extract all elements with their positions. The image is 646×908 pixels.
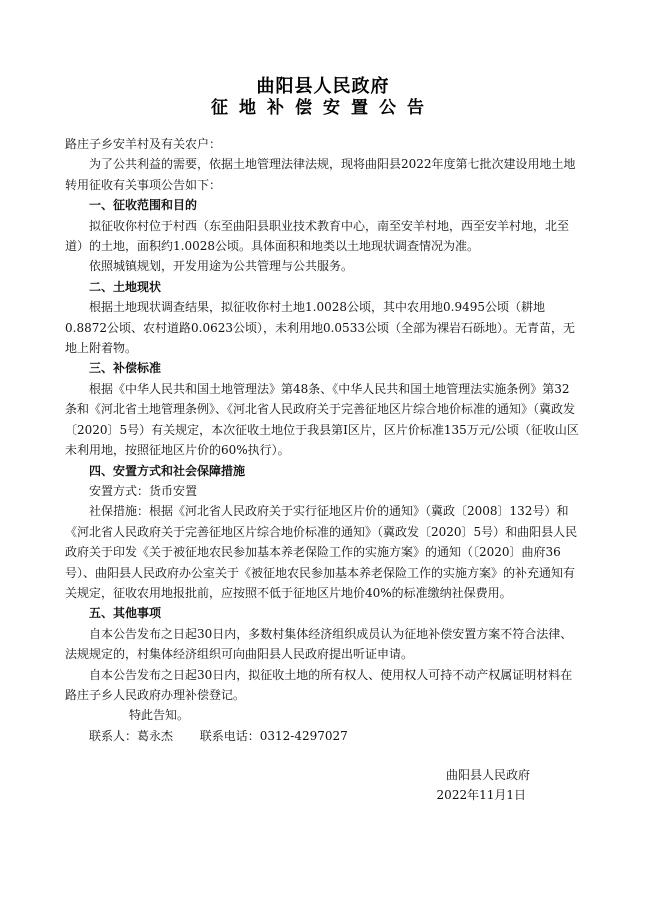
contact-person-label: 联系人： <box>89 728 138 743</box>
intro-paragraph: 为了公共利益的需要，依据土地管理法律法规，现将曲阳县2022年度第七批次建设用地土地转用征收有关事项公告如下： <box>65 157 576 192</box>
closing-line: 特此告知。 <box>129 708 190 723</box>
section-paragraph: 安置方式：货币安置 <box>89 483 198 498</box>
section-paragraph: 根据土地现状调查结果，拟征收你村土地1.0028公顷，其中农用地0.9495公顷（耕地0.8872公顷、农村道路0.0623公顷），未利用地0.0533公顷（全部为裸岩石砾地）。无青苗，无地上附着物。 <box>65 300 575 356</box>
section-paragraph: 根据《中华人民共和国土地管理法》第48条、《中华人民共和国土地管理法实施条例》第32条和《河北省土地管理条例》、《河北省人民政府关于完善征地区片综合地价标准的通知》（冀政发〔2020〕5号）有关规定，本次征收土地位于我县第Ⅰ区片，区片价标准135万元/公顷（征收山区未利用地，按照征地区片价的60%执行）。 <box>65 381 579 458</box>
contact-phone: 0312-4297027 <box>259 728 348 743</box>
contact-person: 葛永杰 <box>137 728 174 743</box>
contact-phone-label: 联系电话： <box>199 728 260 743</box>
section-paragraph: 拟征收你村位于村西（东至曲阳县职业技术教育中心，南至安羊村地，西至安羊村地，北至道）的土地，面积约1.0028公顷。具体面积和地类以土地现状调查情况为准。 <box>65 218 570 254</box>
notice-body <box>65 134 581 746</box>
signature-date: 2022年11月1日 <box>436 788 526 802</box>
notice-title: 征地补偿安置公告 <box>211 98 435 118</box>
signature-org: 曲阳县人民政府 <box>445 768 530 782</box>
section-heading: 五、其他事项 <box>89 606 162 621</box>
section-heading: 二、土地现状 <box>89 279 162 294</box>
section-heading: 一、征收范围和目的 <box>89 198 198 213</box>
section-heading: 三、补偿标准 <box>89 361 162 376</box>
salutation: 路庄子乡安羊村及有关农户： <box>65 137 222 151</box>
section-paragraph: 依照城镇规划，开发用途为公共管理与公共服务。 <box>89 259 354 274</box>
issuer-title: 曲阳县人民政府 <box>256 76 390 97</box>
contact-line <box>65 726 581 746</box>
section-paragraph: 社保措施：根据《河北省人民政府关于实行征地区片价的通知》（冀政〔2008〕132号）和《河北省人民政府关于完善征地区片综合地价标准的通知》（冀政发〔2020〕5号）和曲阳县人民政府关于印发《关于被征地农民参加基本养老保险工作的实施方案》的通知（〔2020〕曲府36号）、曲阳县人民政府办公室关于《被征地农民参加基本养老保险工作的实施方案》的补充通知有关规定，征收农用地报批前，应按照不低于征地区片地价40%的标准缴纳社保费用。 <box>65 504 578 600</box>
section-heading: 四、安置方式和社会保障措施 <box>89 463 246 478</box>
section-paragraph: 自本公告发布之日起30日内，多数村集体经济组织成员认为征地补偿安置方案不符合法律、法规规定的，村集体经济组织可向曲阳县人民政府提出听证申请。 <box>65 626 573 662</box>
section-paragraph: 自本公告发布之日起30日内，拟征收土地的所有权人、使用权人可持不动产权属证明材料在路庄子乡人民政府办理补偿登记。 <box>65 667 573 702</box>
